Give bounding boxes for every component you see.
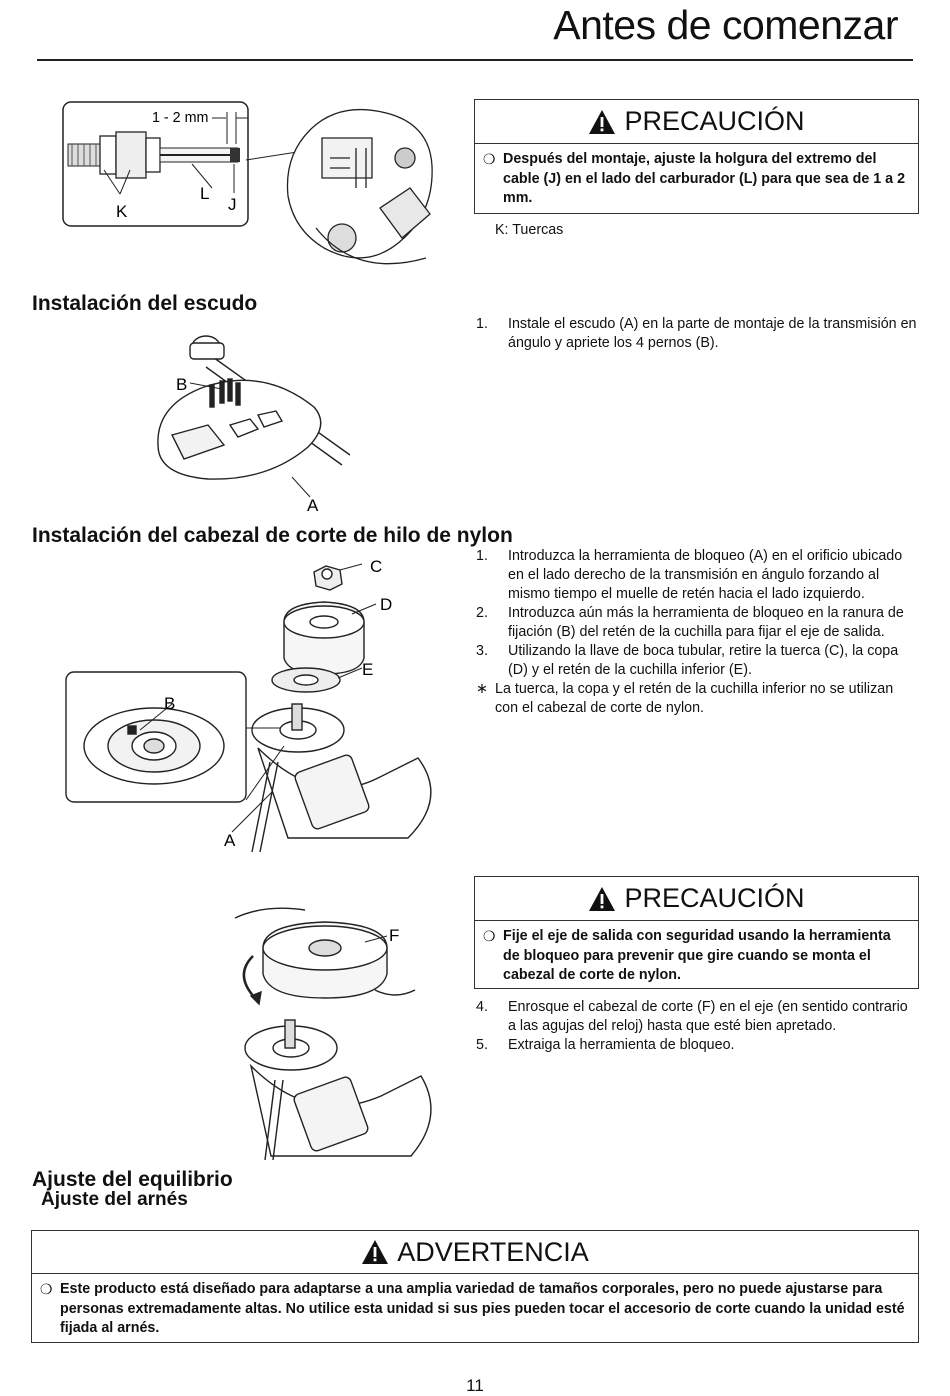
step-item [476, 315, 918, 353]
step-text: Enrosque el cabezal de corte (F) en el eje (en sentido contrario a las agujas del reloj) hasta que esté bien apretado. [508, 999, 908, 1034]
section-heading-nylon: Instalación del cabezal de corte de hilo de nylon [32, 524, 513, 547]
caution-note: K: Tuercas [495, 222, 564, 238]
step-number: 3. [476, 643, 488, 659]
label-a: A [307, 496, 319, 515]
step-item [476, 604, 918, 642]
caution-heading: PRECAUCIÓN [624, 106, 805, 136]
label-k: K [116, 202, 128, 221]
label-d: D [380, 595, 393, 614]
bullet-icon: ❍ [483, 151, 496, 167]
dimension-label: 1 - 2 mm [152, 110, 209, 126]
warning-box [31, 1230, 919, 1343]
page-title: Antes de comenzar [553, 2, 898, 48]
label-e: E [362, 660, 374, 679]
caution-heading: PRECAUCIÓN [624, 883, 805, 913]
step-text: Extraiga la herramienta de bloqueo. [508, 1037, 735, 1053]
note-mark: ∗ [476, 681, 488, 697]
page-number: 11 [466, 1376, 484, 1395]
caution-box-1 [474, 99, 919, 214]
label-f: F [389, 926, 400, 945]
step-item [476, 547, 918, 604]
step-number: 1. [476, 316, 488, 332]
caution-text: Fije el eje de salida con seguridad usando la herramienta de bloqueo para prevenir que gire cuando se monta el cabezal de corte de nylon. [503, 928, 891, 983]
step-number: 4. [476, 999, 488, 1015]
label-b: B [176, 375, 188, 394]
shield-figure [150, 325, 370, 520]
label-c: C [370, 557, 383, 576]
label-a: A [224, 831, 236, 850]
label-l: L [200, 184, 210, 203]
caution-header [475, 100, 918, 144]
nylon-disassembly-figure [62, 552, 454, 854]
carburetor-cable-figure [60, 98, 465, 278]
step-text: Introduzca la herramienta de bloqueo (A) en el orificio ubicado en el lado derecho de la transmisión en ángulo forzando al mismo tiempo el muelle de retén hacia el lado izquierdo. [508, 548, 903, 602]
bullet-icon: ❍ [483, 928, 496, 944]
step-text: Utilizando la llave de boca tubular, retire la tuerca (C), la copa (D) y el retén de la cuchilla inferior (E). [508, 643, 899, 678]
step-number: 1. [476, 548, 488, 564]
step-text: Instale el escudo (A) en la parte de montaje de la transmisión en ángulo y apriete los 4 pernos (B). [508, 316, 917, 351]
warning-triangle-icon [588, 886, 616, 912]
head-steps [476, 998, 918, 1055]
step-text: Introduzca aún más la herramienta de bloqueo en la ranura de fijación (B) del retén de la cuchilla para fijar el eje de salida. [508, 605, 904, 640]
step-number: 2. [476, 605, 488, 621]
nylon-steps [476, 547, 918, 718]
caution-box-2 [474, 876, 919, 989]
step-item [476, 642, 918, 680]
caution-header [475, 877, 918, 921]
subheading-harness: Ajuste del arnés [41, 1189, 188, 1210]
warning-triangle-icon [588, 109, 616, 135]
warning-text: Este producto está diseñado para adaptarse a una amplia variedad de tamaños corporales, pero no puede ajustarse para personas extremadamente altas. No utilice esta unidad si sus pies pueden tocar el accesorio de corte cuando la unidad esté fijada al arnés. [60, 1281, 905, 1336]
warning-header [32, 1231, 918, 1274]
title-divider [37, 59, 913, 61]
cutting-head-figure [225, 900, 455, 1165]
label-b: B [164, 694, 176, 713]
section-heading-shield: Instalación del escudo [32, 292, 258, 315]
step-number: 5. [476, 1037, 488, 1053]
label-j: J [228, 195, 237, 214]
note-text: La tuerca, la copa y el retén de la cuchilla inferior no se utilizan con el cabezal de corte de nylon. [495, 681, 894, 716]
step-item [476, 1036, 918, 1055]
bullet-icon: ❍ [40, 1281, 53, 1297]
step-item [476, 998, 918, 1036]
shield-steps [476, 315, 918, 353]
caution-text: Después del montaje, ajuste la holgura del extremo del cable (J) en el lado del carburador (L) para que sea de 1 a 2 mm. [503, 151, 906, 206]
note-item [476, 680, 918, 718]
warning-heading: ADVERTENCIA [397, 1236, 589, 1267]
section-heading-balance: Ajuste del equilibrio [32, 1168, 233, 1191]
warning-triangle-icon [361, 1239, 389, 1265]
